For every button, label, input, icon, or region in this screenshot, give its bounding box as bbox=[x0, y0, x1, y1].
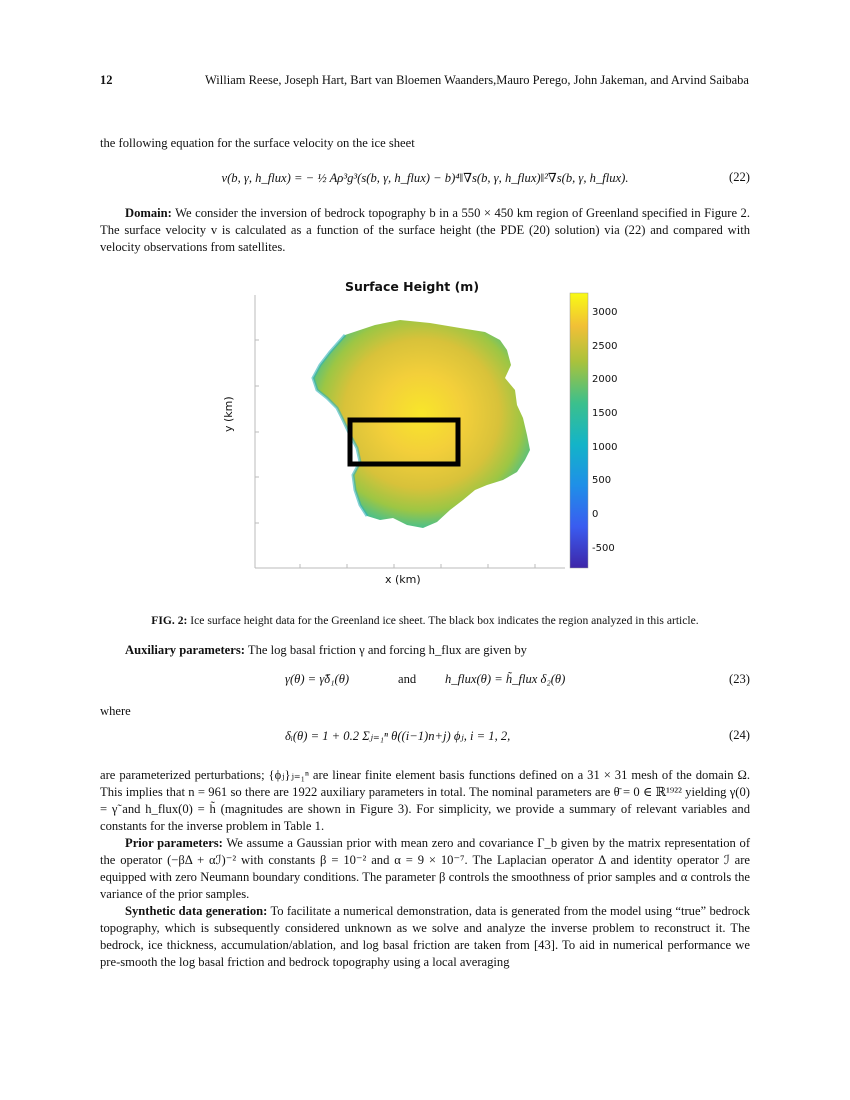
colorbar-tick-3000: 3000 bbox=[592, 307, 618, 318]
where-word: where bbox=[100, 704, 131, 718]
synthetic-paragraph bbox=[100, 903, 750, 971]
colorbar-tick-neg500: -500 bbox=[592, 543, 615, 554]
aux-label: Auxiliary parameters: bbox=[125, 643, 245, 657]
synthetic-label: Synthetic data generation: bbox=[125, 904, 268, 918]
colorbar bbox=[570, 293, 588, 568]
intro-line: the following equation for the surface velocity on the ice sheet bbox=[100, 136, 415, 150]
figure-caption-label: FIG. 2: bbox=[151, 614, 188, 627]
colorbar-tick-0: 0 bbox=[592, 509, 599, 520]
domain-paragraph bbox=[100, 205, 750, 256]
equation-24-body: δᵢ(θ) = 1 + 0.2 Σⱼ₌₁ⁿ θ((i−1)n+j) ϕⱼ, i = 1, 2, bbox=[285, 729, 511, 743]
equation-22-number: (22) bbox=[729, 170, 750, 184]
equation-24-number: (24) bbox=[729, 728, 750, 742]
figure-caption bbox=[100, 614, 750, 627]
equation-23-left: γ(θ) = γ̃δ₁(θ) bbox=[285, 672, 350, 686]
colorbar-tick-500: 500 bbox=[592, 475, 612, 486]
y-axis-label: y (km) bbox=[222, 396, 235, 432]
equation-22-body: v(b, γ, h_flux) = − ½ Aρ³g³(s(b, γ, h_flux) − b)⁴‖∇s(b, γ, h_flux)‖²∇s(b, γ, h_flux). bbox=[221, 171, 629, 185]
equation-23-and: and bbox=[398, 672, 417, 686]
equation-23-number: (23) bbox=[729, 672, 750, 686]
equation-23 bbox=[100, 672, 750, 692]
colorbar-tick-1000: 1000 bbox=[592, 442, 618, 453]
equation-22 bbox=[100, 170, 750, 190]
figure-title: Surface Height (m) bbox=[345, 279, 480, 294]
prior-text: We assume a Gaussian prior with mean zero and covariance Γ_b given by the matrix representation of the operator (−βΔ + αℐ)⁻² with constants β = 10⁻² and α = 9 × 10⁻⁷. The Laplacian operator Δ and identity operator ℐ are equipped with zero Neumann boundary conditions. The parameter β controls the smoothness of prior samples and α controls the variance of the prior samples. bbox=[100, 836, 751, 901]
perturbation-paragraph: are parameterized perturbations; {ϕⱼ}ⱼ₌₁ⁿ are linear finite element basis functions defined on a 31 × 31 mesh of the domain Ω. This implies that n = 961 so there are 1922 auxiliary parameters in total. The nominal parameters are θ̄ = 0 ∈ ℝ¹⁹²² yielding γ(0) = γ̃ and h_flux(0) = h̃ (magnitudes are shown in Figure 3). For simplicity, we provide a summary of relevant variables and constants for the inverse problem in Table 1. bbox=[100, 768, 750, 833]
domain-label: Domain: bbox=[125, 206, 172, 220]
equation-24 bbox=[100, 728, 750, 748]
aux-text: The log basal friction γ and forcing h_flux are given by bbox=[247, 643, 527, 657]
equation-23-right: h_flux(θ) = h̃_flux δ₂(θ) bbox=[445, 672, 566, 686]
colorbar-tick-1500: 1500 bbox=[592, 408, 618, 419]
prior-paragraph bbox=[100, 835, 750, 903]
colorbar-tick-2500: 2500 bbox=[592, 341, 618, 352]
prior-label: Prior parameters: bbox=[125, 836, 223, 850]
colorbar-tick-2000: 2000 bbox=[592, 374, 618, 385]
figure-caption-text: Ice surface height data for the Greenland ice sheet. The black box indicates the region analyzed in this article. bbox=[190, 614, 699, 627]
domain-text: We consider the inversion of bedrock topography b in a 550 × 450 km region of Greenland specified in Figure 2. The surface velocity v is calculated as a function of the surface height (the PDE (20) solution) via (22) and compared with velocity observations from satellites. bbox=[100, 206, 750, 254]
running-header-authors: William Reese, Joseph Hart, Bart van Bloemen Waanders,Mauro Perego, John Jakeman, and Arvind Saibaba bbox=[205, 73, 749, 87]
greenland-ice-sheet bbox=[313, 320, 530, 528]
x-axis-label: x (km) bbox=[385, 573, 421, 586]
synthetic-text: To facilitate a numerical demonstration, data is generated from the model using “true” bedrock topography, which is subsequently considered unknown as we solve and analyze the inverse problem to reconstruct it. The bedrock, ice thickness, accumulation/ablation, and log basal friction are taken from [43]. To aid in numerical performance we pre-smooth the log basal friction and bedrock topography using a local averaging bbox=[100, 904, 751, 969]
aux-paragraph bbox=[100, 642, 750, 659]
page-number: 12 bbox=[100, 73, 113, 87]
surface-height-figure bbox=[225, 290, 645, 590]
